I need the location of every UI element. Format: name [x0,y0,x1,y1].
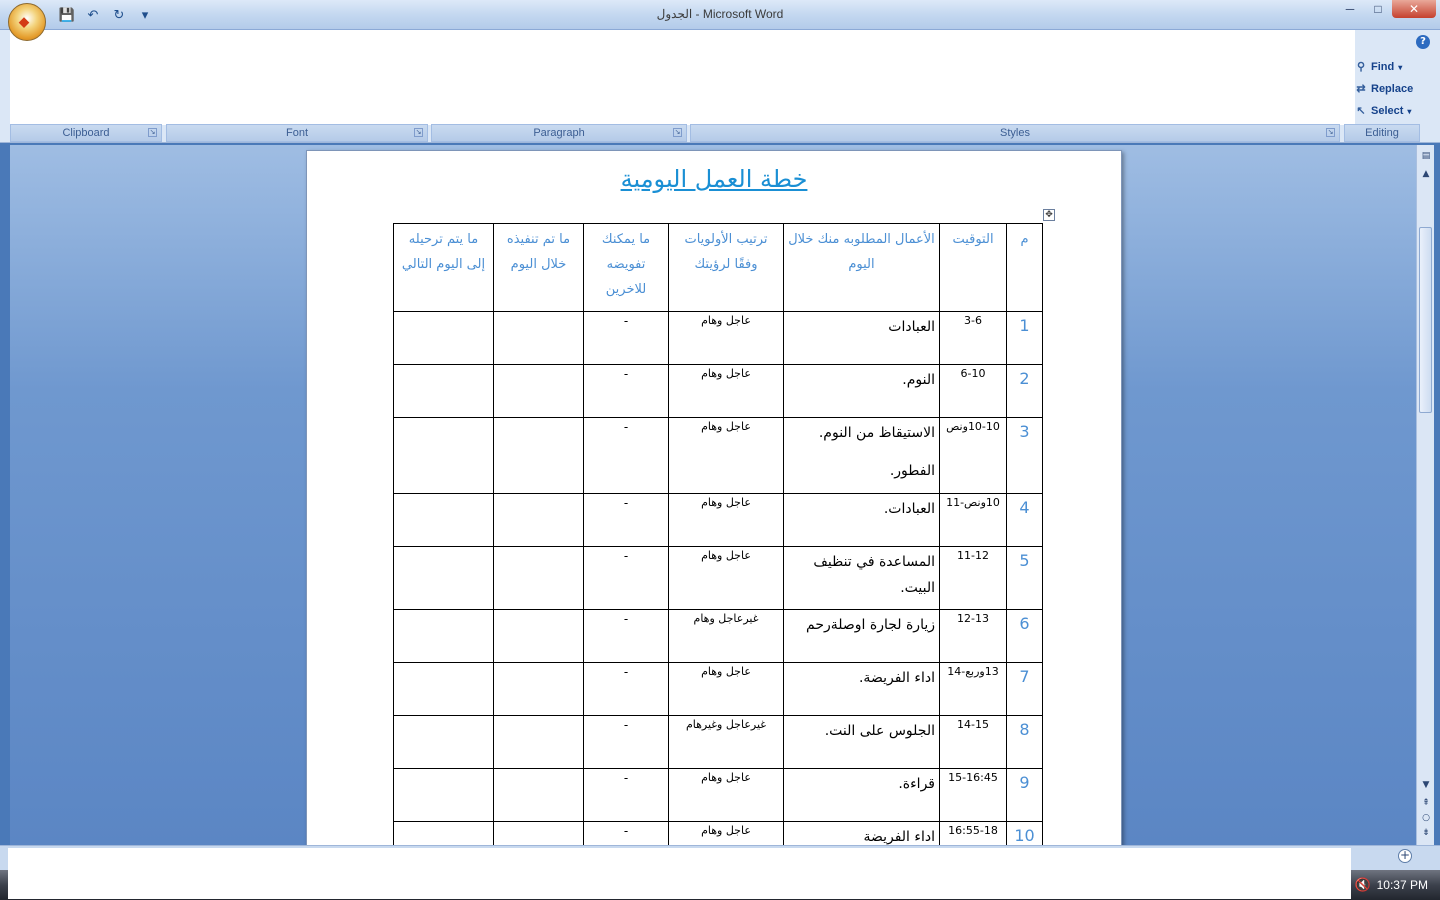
ruler-toggle-icon[interactable]: ▤ [1421,151,1431,161]
row-priority[interactable]: غيرعاجل وهام [669,610,784,663]
row-task[interactable] [784,365,940,418]
row-postponed[interactable] [394,663,494,716]
task-text: النوم. [902,372,935,388]
clock[interactable]: 10:37 PM [1376,878,1428,892]
row-time[interactable]: 11-12 [940,547,1007,610]
window-title: الجدول - Microsoft Word [656,7,784,21]
row-task[interactable] [784,418,940,494]
task-text: العبادات. [883,501,935,517]
group-paragraph-label: Paragraph [533,127,585,139]
row-delegate[interactable]: - [584,365,669,418]
row-number[interactable]: 2 [1007,365,1043,418]
row-task[interactable] [784,547,940,610]
row-postponed[interactable] [394,716,494,769]
table-row [394,312,1043,365]
row-task[interactable] [784,663,940,716]
row-task[interactable] [784,610,940,663]
row-priority[interactable]: عاجل وهام [669,365,784,418]
group-editing [1344,124,1420,142]
maximize-button[interactable]: □ [1374,2,1382,16]
group-clipboard-label: Clipboard [62,127,110,139]
row-priority[interactable]: عاجل وهام [669,494,784,547]
row-delegate[interactable]: - [584,610,669,663]
taskbar [0,870,1440,900]
row-time[interactable]: 10-10ونص [940,418,1007,494]
document-heading: خطة العمل اليومية [620,165,808,193]
dialog-launcher-icon[interactable]: ↘ [674,129,681,136]
scroll-down-icon[interactable]: ▼ [1422,780,1430,790]
chevron-down-icon: ▾ [1407,106,1412,116]
row-time[interactable]: 16:55-18 [940,822,1007,846]
row-time[interactable]: 3-6 [940,312,1007,365]
replace-button[interactable] [1355,83,1413,95]
row-task[interactable] [784,769,940,822]
row-number[interactable]: 1 [1007,312,1043,365]
row-number[interactable]: 6 [1007,610,1043,663]
row-time[interactable]: 10ونص-11 [940,494,1007,547]
ribbon-group-labels [10,124,1430,142]
table-row [394,769,1043,822]
group-paragraph [431,124,687,142]
table-row [394,610,1043,663]
binoculars-icon: ⚲ [1356,61,1366,73]
row-done[interactable] [494,365,584,418]
row-postponed[interactable] [394,418,494,494]
undo-icon[interactable]: ↶ [87,7,99,23]
table-body [394,312,1043,846]
table-row [394,547,1043,610]
row-postponed[interactable] [394,610,494,663]
row-delegate[interactable]: - [584,494,669,547]
cursor-icon: ↖ [1356,105,1366,117]
dialog-launcher-icon[interactable]: ↘ [415,129,422,136]
redo-icon[interactable]: ↻ [113,7,125,23]
row-number[interactable]: 9 [1007,769,1043,822]
row-done[interactable] [494,494,584,547]
close-button[interactable]: ✕ [1392,0,1436,18]
row-time[interactable]: 15-16:45 [940,769,1007,822]
dialog-launcher-icon[interactable]: ↘ [149,129,156,136]
replace-label: Replace [1371,83,1414,95]
plan-table [393,223,1043,845]
table-row [394,418,1043,494]
table-row [394,822,1043,846]
status-bar [0,845,1440,870]
title-bar [0,0,1440,30]
task-text: الاستيقاظ من النوم. [818,425,935,441]
row-number[interactable]: 4 [1007,494,1043,547]
group-font-label: Font [285,127,308,139]
task-text: زيارة لجارة اوصلةرحم [806,617,935,633]
row-postponed[interactable] [394,769,494,822]
row-done[interactable] [494,610,584,663]
customize-qat-icon[interactable]: ▾ [141,7,149,23]
row-done[interactable] [494,418,584,494]
group-font [166,124,428,142]
row-done[interactable] [494,312,584,365]
row-time[interactable]: 12-13 [940,610,1007,663]
row-time[interactable]: 14-15 [940,716,1007,769]
row-postponed[interactable] [394,312,494,365]
row-number[interactable]: 8 [1007,716,1043,769]
task-text-secondary: الفطور. [889,463,935,479]
row-delegate[interactable]: - [584,418,669,494]
zoom-in-button[interactable]: + [1399,848,1411,862]
select-button[interactable] [1355,105,1411,117]
document-area [10,145,1416,845]
row-number[interactable]: 3 [1007,418,1043,494]
task-text: العبادات [888,319,935,335]
row-priority[interactable]: غيرعاجل وغيرهام [669,716,784,769]
row-delegate[interactable]: - [584,716,669,769]
row-postponed[interactable] [394,547,494,610]
save-icon[interactable]: 💾 [58,7,76,23]
row-priority[interactable]: عاجل وهام [669,769,784,822]
window-controls [1336,0,1436,18]
task-text: المساعدة في تنظيف البيت. [813,554,935,596]
group-styles-label: Styles [1000,127,1030,139]
row-done[interactable] [494,769,584,822]
status-bar-content [8,848,1351,871]
table-move-handle-icon[interactable]: ✥ [1043,209,1055,221]
dialog-launcher-icon[interactable]: ↘ [1327,129,1334,136]
system-tray [1352,870,1440,900]
ribbon-content-area [10,30,1355,125]
group-editing-label: Editing [1365,127,1399,139]
document-page[interactable] [306,150,1122,845]
row-priority[interactable]: عاجل وهام [669,418,784,494]
task-text: الجلوس على النت. [824,723,935,739]
minimize-button[interactable]: ─ [1345,2,1355,16]
row-task[interactable] [784,312,940,365]
select-label: Select [1371,105,1404,117]
row-done[interactable] [494,716,584,769]
table-row [394,716,1043,769]
row-done[interactable] [494,822,584,846]
group-clipboard [10,124,162,142]
previous-page-icon[interactable]: ⇞ [1422,798,1430,808]
row-priority[interactable]: عاجل وهام [669,822,784,846]
row-time[interactable]: 13وربع-14 [940,663,1007,716]
row-delegate[interactable]: - [584,822,669,846]
header-delegate: ما يمكنك تفويضه للاخرين [584,224,669,312]
task-text: اداء الفريضة. [858,670,935,686]
table-row [394,494,1043,547]
row-postponed[interactable] [394,494,494,547]
row-number[interactable]: 7 [1007,663,1043,716]
task-text: اداء الفريضة [863,829,935,845]
taskbar-content [8,870,1351,899]
row-delegate[interactable]: - [584,769,669,822]
find-label: Find [1371,61,1395,73]
header-time: التوقيت [940,224,1007,312]
row-time[interactable]: 6-10 [940,365,1007,418]
row-priority[interactable]: عاجل وهام [669,312,784,365]
ribbon [0,30,1440,143]
row-delegate[interactable]: - [584,312,669,365]
row-number[interactable]: 5 [1007,547,1043,610]
replace-icon: ⇄ [1356,83,1366,95]
header-priority: ترتيب الأولويات وفقًا لرؤيتك [669,224,784,312]
row-done[interactable] [494,663,584,716]
task-text: قراءة. [898,776,935,792]
row-delegate[interactable]: - [584,547,669,610]
volume-muted-icon[interactable]: 🔇 [1354,877,1371,893]
row-delegate[interactable]: - [584,663,669,716]
row-postponed[interactable] [394,822,494,846]
select-browse-object-icon[interactable]: ○ [1422,813,1430,823]
chevron-down-icon: ▾ [1398,62,1403,72]
table-header-row [394,224,1043,312]
row-task[interactable] [784,716,940,769]
office-logo-icon: ◆ [19,14,29,29]
header-task: الأعمال المطلوبه منك خلال اليوم [784,224,940,312]
help-icon[interactable]: ? [1416,35,1430,49]
row-task[interactable] [784,822,940,846]
scroll-up-icon[interactable]: ▲ [1422,169,1430,179]
row-priority[interactable]: عاجل وهام [669,663,784,716]
row-number[interactable]: 10 [1007,822,1043,846]
row-task[interactable] [784,494,940,547]
header-postponed: ما يتم ترحيله إلى اليوم التالي [394,224,494,312]
header-num: م [1007,224,1043,312]
next-page-icon[interactable]: ⇟ [1422,828,1430,838]
row-done[interactable] [494,547,584,610]
scroll-thumb[interactable] [1419,227,1432,413]
row-priority[interactable]: عاجل وهام [669,547,784,610]
office-button[interactable] [8,3,46,41]
table-row [394,663,1043,716]
header-done: ما تم تنفيذه خلال اليوم [494,224,584,312]
find-button[interactable] [1355,61,1402,73]
vertical-scrollbar[interactable] [1416,145,1434,845]
row-postponed[interactable] [394,365,494,418]
group-styles [690,124,1340,142]
table-row [394,365,1043,418]
